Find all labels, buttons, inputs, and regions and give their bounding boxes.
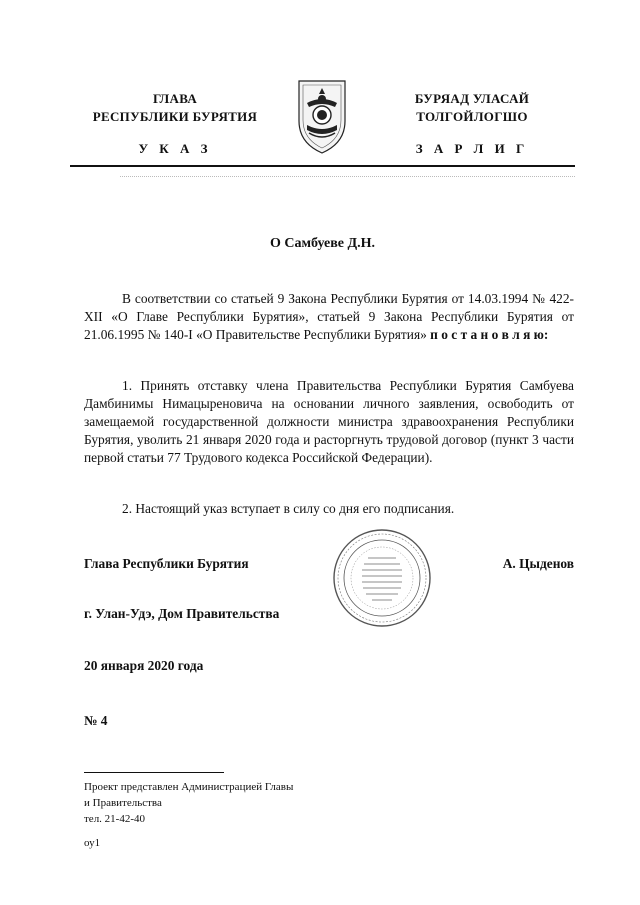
footer-line3: тел. 21-42-40 bbox=[84, 813, 146, 825]
header-right-line1: БУРЯАД УЛАСАЙ bbox=[414, 91, 530, 106]
coat-of-arms-emblem-icon bbox=[295, 75, 349, 155]
footer-code: оу1 bbox=[84, 837, 101, 849]
signature-name: А. Цыденов bbox=[502, 556, 574, 571]
header-right-line2: ТОЛГОЙЛОГШО bbox=[416, 109, 528, 124]
footer-line1: Проект представлен Администрацией Главы bbox=[84, 781, 294, 793]
header-dotted-line bbox=[120, 176, 575, 177]
item-1-paragraph: 1. Принять отставку члена Правительства Республики Бурятия Самбуева Дамбинимы Нимацыреновича на основании личного заявления, освободить от замещаемой государственной должности министра здравоохранения Республики Бурятия, уволить 21 января 2020 года и расторгнуть трудовой договор (пункт 3 части первой статьи 77 Трудового кодекса Российской Федерации). bbox=[84, 378, 574, 465]
header-left-line1: ГЛАВА bbox=[152, 91, 198, 106]
signature-position: Глава Республики Бурятия bbox=[84, 556, 249, 571]
header-left-kind: У К А З bbox=[138, 141, 212, 156]
signature-place: г. Улан-Удэ, Дом Правительства bbox=[84, 606, 280, 621]
signature-date: 20 января 2020 года bbox=[84, 658, 204, 673]
header-rule bbox=[70, 165, 575, 167]
header-right-block bbox=[372, 90, 572, 126]
preamble-paragraph bbox=[84, 290, 574, 344]
item-2-paragraph: 2. Настоящий указ вступает в силу со дня его подписания. bbox=[122, 501, 455, 516]
header-left-line2: РЕСПУБЛИКИ БУРЯТИЯ bbox=[92, 109, 258, 124]
decree-word: п о с т а н о в л я ю: bbox=[430, 327, 549, 342]
header-left-block bbox=[70, 90, 280, 126]
footer-rule bbox=[84, 772, 224, 773]
footer-line2: и Правительства bbox=[84, 797, 162, 809]
official-seal-stamp-icon bbox=[332, 528, 432, 628]
header-right-kind: З А Р Л И Г bbox=[415, 141, 529, 156]
document-number: № 4 bbox=[84, 713, 108, 728]
preamble-text: В соответствии со статьей 9 Закона Республики Бурятия от 14.03.1994 № 422-XII «О Главе Республики Бурятия», статьей 9 Закона Республики Бурятия от 21.06.1995 № 140-I «О Правительстве Республики Бурятия» bbox=[84, 291, 574, 342]
footer-block bbox=[84, 779, 293, 827]
document-title: О Самбуеве Д.Н. bbox=[269, 236, 376, 251]
